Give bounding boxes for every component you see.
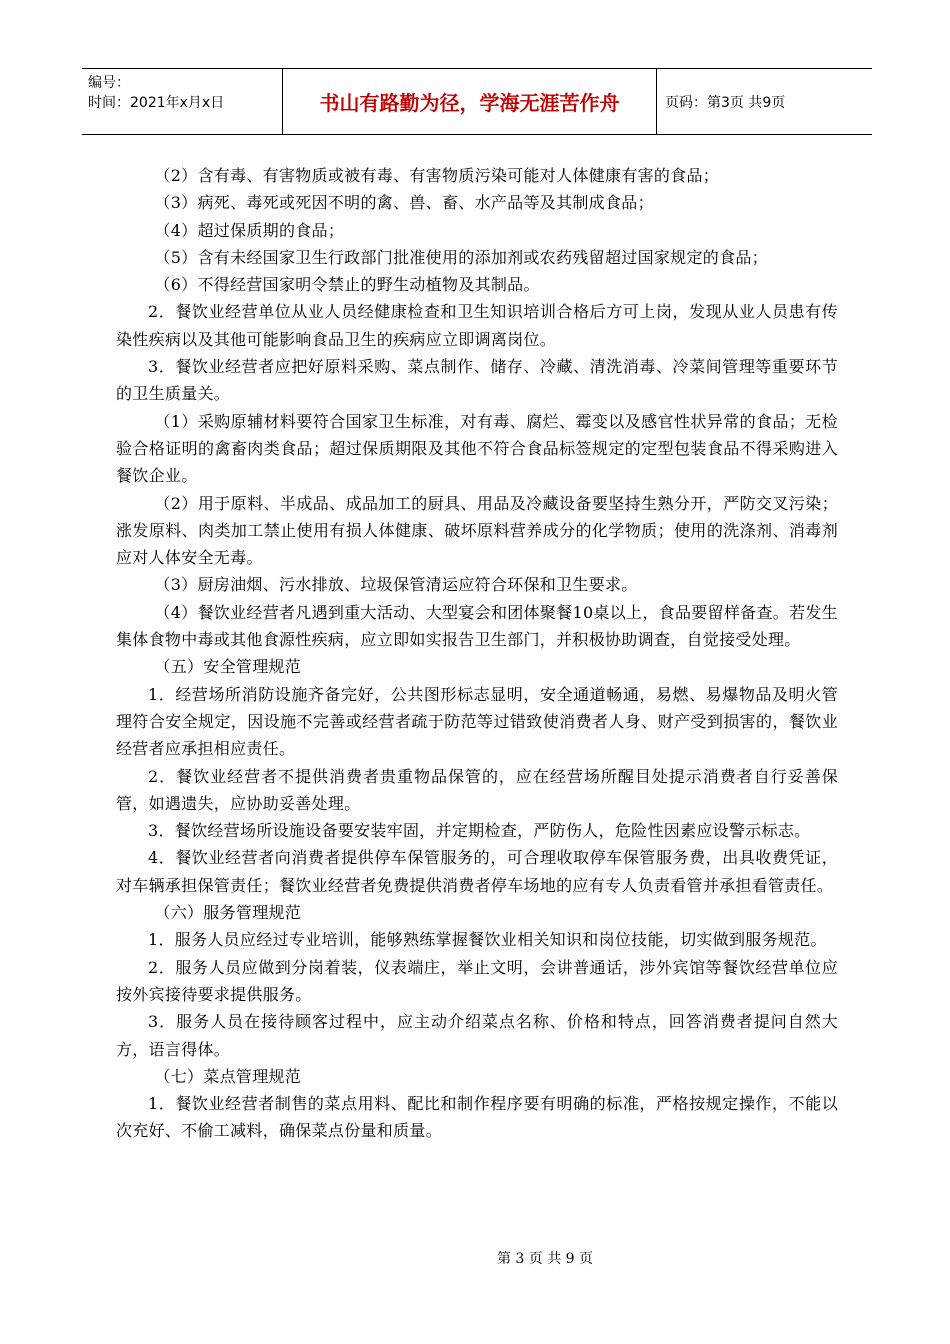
paragraph: （4）餐饮业经营者凡遇到重大活动、大型宴会和团体聚餐10桌以上，食品要留样备查。若发生集体食物中毒或其他食源性疾病，应立即如实报告卫生部门，并积极协助调查，自觉接受处理。 <box>116 602 838 650</box>
page-header <box>82 68 872 135</box>
paragraph: （2）用于原料、半成品、成品加工的厨具、用品及冷藏设备要坚持生熟分开，严防交叉污染；涨发原料、肉类加工禁止使用有损人体健康、破坏原料营养成分的化学物质；使用的洗涤剂、消毒剂应对人体安全无毒。 <box>116 493 838 568</box>
section-heading: （六）服务管理规范 <box>154 903 302 923</box>
document-number: 编号： <box>88 75 130 91</box>
paragraph: 4．餐饮业经营者向消费者提供停车保管服务的，可合理收取停车保管服务费，出具收费凭证，对车辆承担保管责任；餐饮业经营者免费提供消费者停车场地的应有专人负责看管并承担看管责任。 <box>116 848 838 895</box>
paragraph: 3．餐饮业经营者应把好原料采购、菜点制作、储存、冷藏、清洗消毒、冷菜间管理等重要环节的卫生质量关。 <box>116 357 838 404</box>
paragraph: 1．餐饮业经营者制售的菜点用料、配比和制作程序要有明确的标准，严格按规定操作，不能以次充好、不偷工减料，确保菜点份量和质量。 <box>116 1094 838 1141</box>
paragraph: （5）含有未经国家卫生行政部门批准使用的添加剂或农药残留超过国家规定的食品； <box>154 247 768 267</box>
document-body <box>116 162 838 1145</box>
paragraph: 2．服务人员应做到分岗着装，仪表端庄，举止文明，会讲普通话，涉外宾馆等餐饮经营单位应按外宾接待要求提供服务。 <box>116 957 838 1004</box>
paragraph: （6）不得经营国家明令禁止的野生动植物及其制品。 <box>154 275 540 295</box>
section-heading: （五）安全管理规范 <box>154 657 302 677</box>
page-footer: 第 3 页 共 9 页 <box>496 1251 594 1267</box>
section-heading: （七）菜点管理规范 <box>154 1066 302 1086</box>
paragraph: 2．餐饮业经营者不提供消费者贵重物品保管的，应在经营场所醒目处提示消费者自行妥善保管，如遇遗失，应协助妥善处理。 <box>116 766 838 813</box>
document-time: 时间：2021年x月x日 <box>88 95 225 111</box>
paragraph: 3．餐饮经营场所设施设备要安装牢固，并定期检查，严防伤人，危险性因素应设警示标志。 <box>148 821 811 841</box>
header-motto: 书山有路勤为径，学海无涯苦作舟 <box>283 69 657 134</box>
paragraph: 3．服务人员在接待顾客过程中，应主动介绍菜点名称、价格和特点，回答消费者提问自然大方，语言得体。 <box>116 1012 838 1059</box>
paragraph: （4）超过保质期的食品； <box>154 220 345 240</box>
paragraph: 1．经营场所消防设施齐备完好，公共图形标志显明，安全通道畅通，易燃、易爆物品及明火管理符合安全规定，因设施不完善或经营者疏于防范等过错致使消费者人身、财产受到损害的，餐饮业经营者应承担相应责任。 <box>116 684 838 759</box>
paragraph: 2．餐饮业经营单位从业人员经健康检查和卫生知识培训合格后方可上岗，发现从业人员患有传染性疾病以及其他可能影响食品卫生的疾病应立即调离岗位。 <box>116 302 838 349</box>
header-meta <box>82 69 283 134</box>
paragraph: （1）采购原辅材料要符合国家卫生标准，对有毒、腐烂、霉变以及感官性状异常的食品；无检验合格证明的禽畜肉类食品；超过保质期限及其他不符合食品标签规定的定型包装食品不得采购进入餐饮企业。 <box>116 411 838 486</box>
header-page-number: 页码：第3页 共9页 <box>665 94 786 111</box>
paragraph: （3）厨房油烟、污水排放、垃圾保管清运应符合环保和卫生要求。 <box>154 575 638 595</box>
paragraph: （2）含有毒、有害物质或被有毒、有害物质污染可能对人体健康有害的食品； <box>154 166 720 185</box>
paragraph: （3）病死、毒死或死因不明的禽、兽、畜、水产品等及其制成食品； <box>154 193 654 213</box>
paragraph: 1．服务人员应经过专业培训，能够熟练掌握餐饮业相关知识和岗位技能，切实做到服务规范。 <box>148 930 827 950</box>
